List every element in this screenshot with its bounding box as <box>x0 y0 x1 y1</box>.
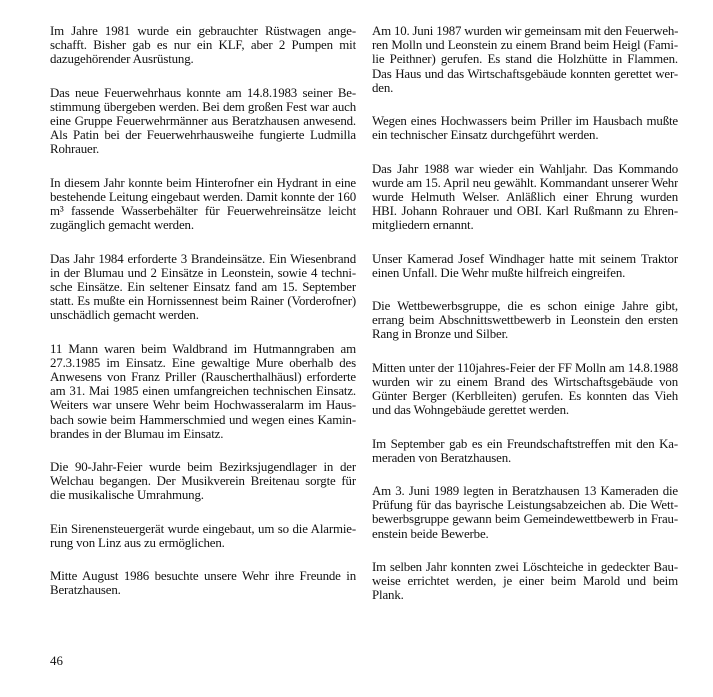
text-line: einen Unfall. Die Wehr mußte hilfreich eingreifen. <box>372 265 626 280</box>
paragraph <box>372 252 678 280</box>
text-line: Das neue Feuerwehrhaus konnte am 14.8.1983 seiner Be- <box>50 85 356 100</box>
text-line: Anwesens von Franz Priller (Rauscherthalhäusl) erforderte <box>50 369 356 384</box>
paragraph <box>372 484 678 541</box>
text-line: am 31. Mai 1985 einen umfangreichen technischen Einsatz. <box>50 384 356 399</box>
text-line: wurde Helmuth Welser. Anläßlich einer Ehrung wurden <box>372 189 678 204</box>
text-line: Beratzhausen. <box>50 583 121 598</box>
text-line: sche Einsätze. Ein seltener Einsatz fand am 15. September <box>50 279 356 294</box>
text-line: ein technischer Einsatz durchgeführt werden. <box>372 128 599 143</box>
text-line: den. <box>372 80 394 95</box>
text-line: bach sowie beim Hammerschmied und wegen eines Kamin- <box>50 412 356 427</box>
text-line: weise errichtet werden, je einer beim Marold und beim <box>372 574 678 588</box>
text-line: lie Peithner) gerufen. Es stand die Holzhütte in Flammen. <box>372 52 678 67</box>
paragraph <box>372 437 678 465</box>
text-line: errang beim Abschnittswettbewerb in Leonstein den ersten <box>372 313 678 328</box>
text-line: bestehende Leitung eingebaut werden. Damit konnte der 160 <box>50 189 356 204</box>
text-line: m³ fassende Wasserbehälter für Feuerwehreinsätze leicht <box>50 204 356 219</box>
paragraph <box>50 176 356 233</box>
text-line: zugänglich gemacht werden. <box>50 218 194 233</box>
text-line: Am 10. Juni 1987 wurden wir gemeinsam mit den Feuerweh- <box>372 24 678 38</box>
paragraph <box>372 162 678 233</box>
text-line: Im Jahre 1981 wurde ein gebrauchter Rüstwagen ange- <box>50 24 356 38</box>
paragraph <box>50 342 356 441</box>
text-line: Die 90-Jahr-Feier wurde beim Bezirksjugendlager in der <box>50 459 356 474</box>
text-line: ren Molln und Leonstein zu einem Brand beim Heigl (Fami- <box>372 38 678 53</box>
text-line: brandes in der Blumau im Einsatz. <box>50 426 224 441</box>
text-line: Als Patin bei der Feuerwehrhausweihe fungierte Ludmilla <box>50 128 356 143</box>
left-column <box>50 24 356 617</box>
text-line: Unser Kamerad Josef Windhager hatte mit seinem Traktor <box>372 251 678 266</box>
text-line: HBI. Johann Rohrauer und OBI. Karl Rußmann zu Ehren- <box>372 204 678 219</box>
paragraph <box>372 114 678 142</box>
text-line: Mitten unter der 110jahres-Feier der FF Molln am 14.8.1988 <box>372 360 678 375</box>
text-line: statt. Es mußte ein Hornissennest beim Rainer (Vorderofner) <box>50 294 356 309</box>
text-line: mitgliedern ernannt. <box>372 218 474 233</box>
text-line: Das Haus und das Wirtschaftsgebäude konnten gerettet wer- <box>372 66 678 81</box>
paragraph <box>50 460 356 503</box>
text-line: In diesem Jahr konnte beim Hinterofner ein Hydrant in eine <box>50 175 356 190</box>
paragraph <box>50 86 356 157</box>
text-line: Das Jahr 1984 erforderte 3 Brandeinsätze. Ein Wiesenbrand <box>50 251 356 266</box>
text-line: Welchau begangen. Der Musikverein Breitenau sorgte für <box>50 474 356 489</box>
text-line: Im selben Jahr konnten zwei Löschteiche in gedeckter Bau- <box>372 559 678 574</box>
paragraph <box>372 24 678 95</box>
text-line: die musikalische Umrahmung. <box>50 488 204 503</box>
text-line: rung von Linz aus zu ermöglichen. <box>50 535 225 550</box>
text-line: dazugehörender Ausrüstung. <box>50 52 194 67</box>
text-line: und das Wohngebäude gerettet werden. <box>372 403 569 418</box>
text-line: Das Jahr 1988 war wieder ein Wahljahr. Das Kommando <box>372 161 678 176</box>
paragraph <box>50 24 356 67</box>
paragraph <box>50 522 356 550</box>
text-line: Im September gab es ein Freundschaftstreffen mit den Ka- <box>372 436 678 451</box>
paragraph <box>372 361 678 418</box>
text-line: Die Wettbewerbsgruppe, die es schon einige Jahre gibt, <box>372 299 678 313</box>
right-column <box>372 24 678 621</box>
text-line: 11 Mann waren beim Waldbrand im Hutmanngraben am <box>50 341 356 356</box>
text-line: in der Blumau und 2 Einsätze in Leonstein, sowie 4 techni- <box>50 265 356 280</box>
text-line: Rang in Bronze und Silber. <box>372 327 509 342</box>
text-line: wurde am 15. April neu gewählt. Kommandant unserer Wehr <box>372 175 678 190</box>
text-line: Rohrauer. <box>50 142 100 157</box>
paragraph <box>372 299 678 342</box>
text-line: eine Gruppe Feuerwehrmänner aus Beratzhausen anwesend. <box>50 114 356 129</box>
text-line: Am 3. Juni 1989 legten in Beratzhausen 13 Kameraden die <box>372 483 678 498</box>
text-line: Ein Sirenensteuergerät wurde eingebaut, um so die Alarmie- <box>50 521 356 536</box>
paragraph <box>372 560 678 603</box>
text-line: Prüfung für das bayrische Leistungsabzeichen ab. Die Wett- <box>372 498 678 513</box>
paragraph <box>50 569 356 597</box>
text-line: Plank. <box>372 588 404 603</box>
text-line: unschädlich gemacht werden. <box>50 308 199 323</box>
text-line: Weiters war unsere Wehr beim Hochwasseralarm im Haus- <box>50 398 356 413</box>
text-line: wurden wir zu einem Brand des Wirtschaftsgebäude von <box>372 374 678 389</box>
paragraph <box>50 252 356 323</box>
page-number: 46 <box>50 654 63 668</box>
text-line: Günter Berger (Kerblleiten) gerufen. Es konnten das Vieh <box>372 389 678 404</box>
text-line: Mitte August 1986 besuchte unsere Wehr ihre Freunde in <box>50 569 356 584</box>
text-line: 27.3.1985 im Einsatz. Eine gewaltige Mure oberhalb des <box>50 355 356 370</box>
text-line: bewerbsgruppe gewann beim Gemeindewettbewerb in Frau- <box>372 512 678 527</box>
text-line: Wegen eines Hochwassers beim Priller im Hausbach mußte <box>372 114 678 129</box>
text-line: meraden von Beratzhausen. <box>372 450 512 465</box>
text-line: schafft. Bisher gab es nur ein KLF, aber 2 Pumpen mit <box>50 38 356 53</box>
text-line: enstein beide Bewerbe. <box>372 526 489 541</box>
text-line: stimmung übergeben werden. Bei dem großen Fest war auch <box>50 99 356 114</box>
